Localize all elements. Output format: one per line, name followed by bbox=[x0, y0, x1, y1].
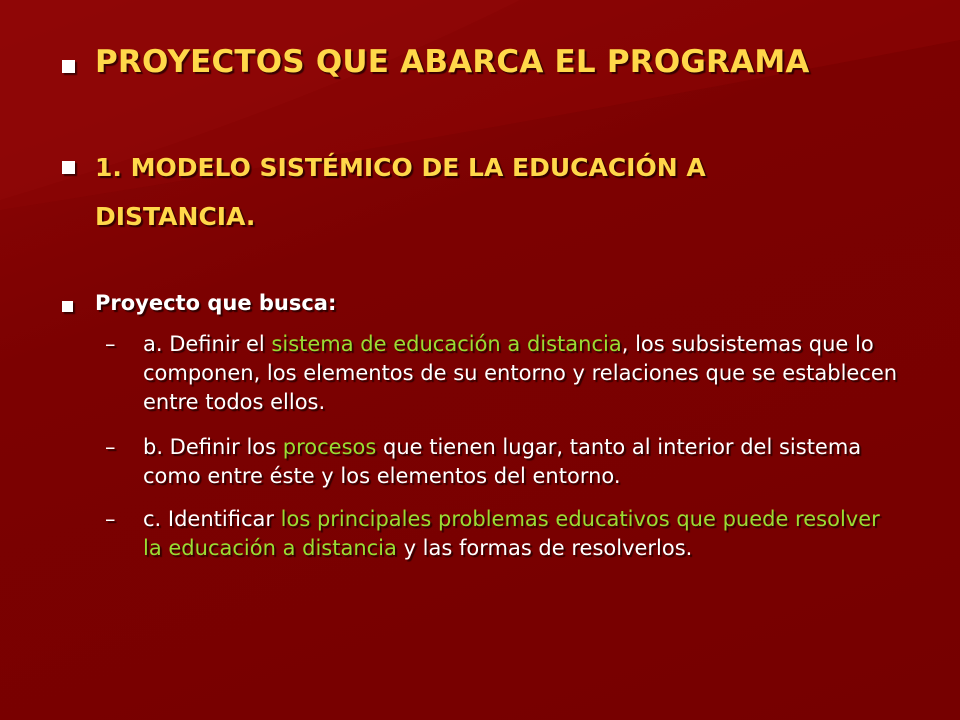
item-text-before: b. Definir los bbox=[143, 435, 283, 459]
list-item bbox=[143, 433, 903, 491]
dash-bullet-icon: – bbox=[105, 332, 116, 356]
dash-bullet-icon: – bbox=[105, 435, 116, 459]
list-item bbox=[143, 505, 903, 563]
square-bullet-icon bbox=[62, 161, 75, 174]
item-highlight: los principales problemas educativos que puede resolver la educación a distancia bbox=[143, 507, 880, 560]
list-item bbox=[143, 330, 903, 417]
square-bullet-icon bbox=[62, 301, 73, 312]
item-text-after: , los subsistemas que lo componen, los elementos de su entorno y relaciones que se establecen entre todos ellos. bbox=[143, 332, 898, 414]
dash-bullet-icon: – bbox=[105, 507, 116, 531]
slide-title: PROYECTOS QUE ABARCA EL PROGRAMA bbox=[95, 44, 810, 80]
item-text-after: y las formas de resolverlos. bbox=[396, 536, 693, 560]
project-heading: 1. MODELO SISTÉMICO DE LA EDUCACIÓN A DISTANCIA. bbox=[95, 153, 706, 231]
item-text-before: c. Identificar bbox=[143, 507, 281, 531]
square-bullet-icon bbox=[62, 60, 75, 73]
lead-text: Proyecto que busca: bbox=[95, 291, 337, 315]
item-text-before: a. Definir el bbox=[143, 332, 272, 356]
item-highlight: procesos bbox=[282, 435, 377, 459]
item-highlight: sistema de educación a distancia bbox=[271, 332, 622, 356]
item-text-after: que tienen lugar, tanto al interior del sistema como entre éste y los elementos del entorno. bbox=[143, 435, 862, 488]
